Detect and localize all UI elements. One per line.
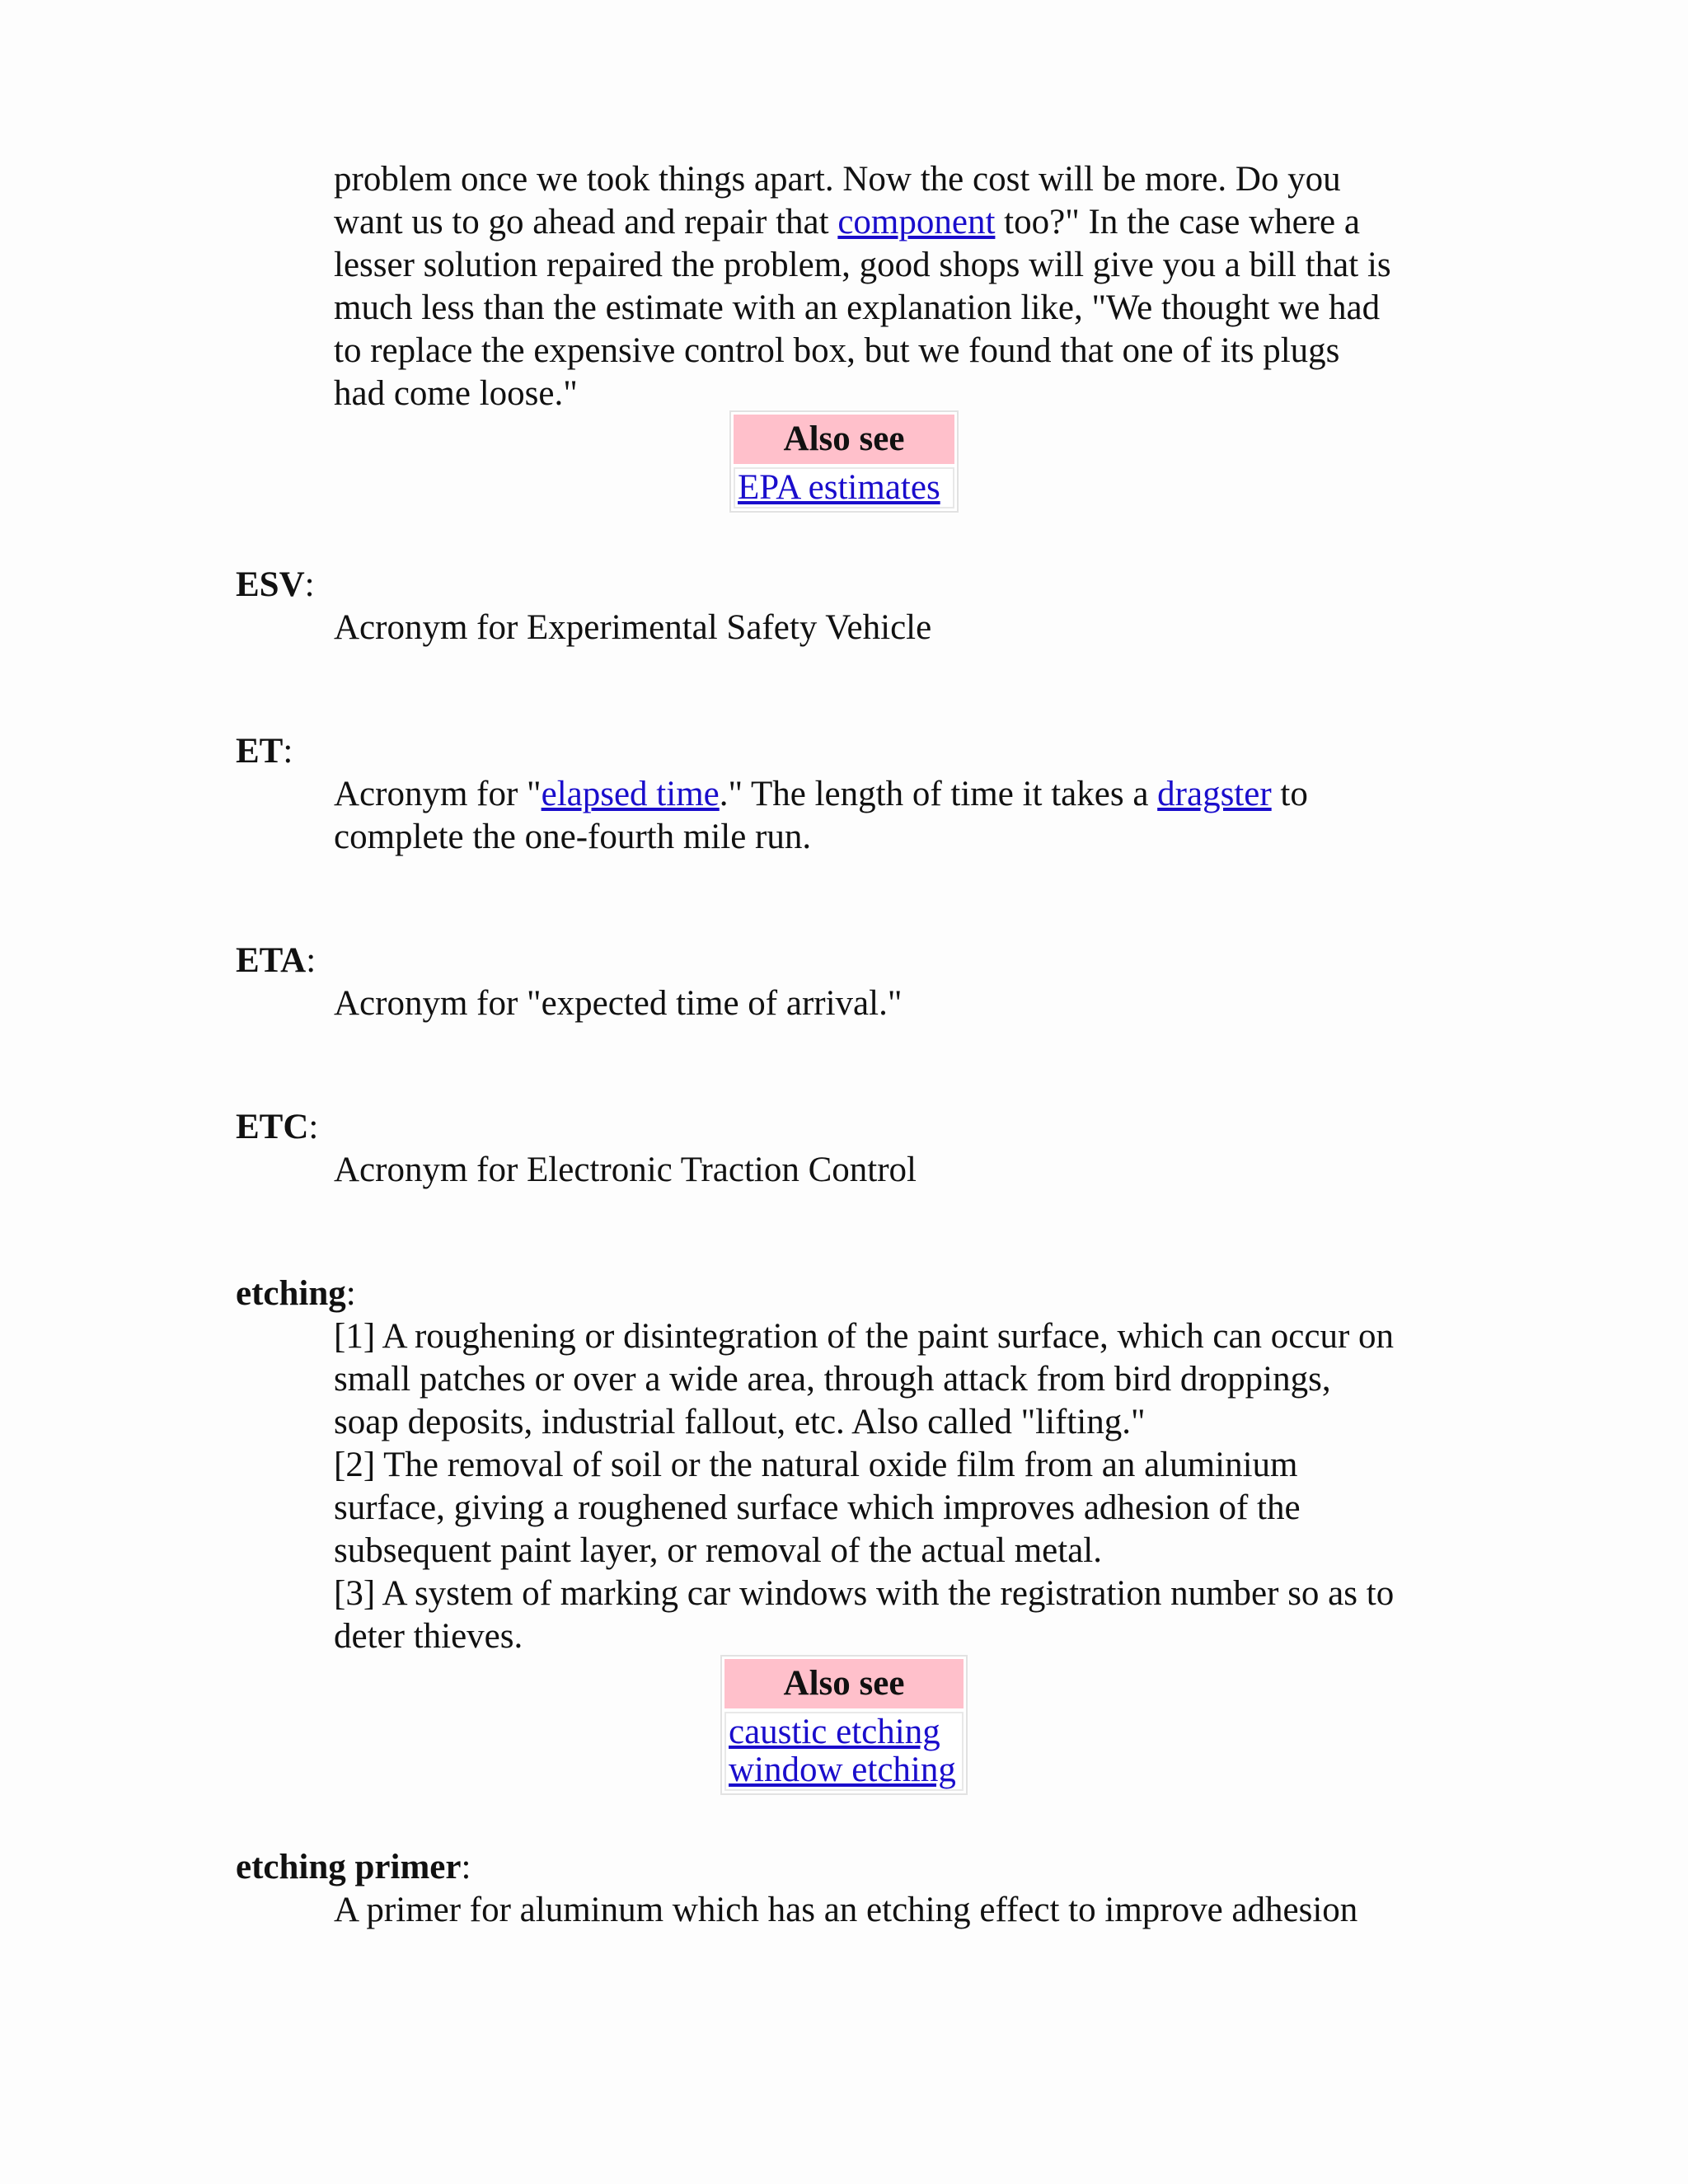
elapsed-time-link[interactable]: elapsed time [541,775,720,813]
definition-line: deter thieves. [334,1617,523,1656]
term-label: ET [236,732,284,771]
term-et: ET: [236,732,293,771]
definition-line: subsequent paint layer, or removal of the actual metal. [334,1531,1102,1570]
definition-esv: Acronym for Experimental Safety Vehicle [334,608,932,647]
term-label: ETC [236,1108,309,1146]
window-etching-link[interactable]: window etching [729,1750,956,1789]
definition-text: ." The length of time it takes a [719,775,1158,813]
term-label: etching [236,1274,346,1313]
definition-line: [3] A system of marking car windows with the registration number so as to [334,1574,1395,1613]
intro-line: problem once we took things apart. Now the cost will be more. Do you [334,160,1341,199]
dragster-link[interactable]: dragster [1157,775,1272,813]
definition-line: [2] The removal of soil or the natural oxide film from an aluminium [334,1446,1298,1484]
term-etc: ETC: [236,1108,319,1146]
epa-estimates-link[interactable]: EPA estimates [738,468,940,507]
definition-line [334,773,1471,816]
definition-text: Acronym for " [334,775,542,813]
intro-text: want us to go ahead and repair that [334,203,838,241]
intro-line [334,201,1471,244]
definition-line: small patches or over a wide area, through attack from bird droppings, [334,1360,1331,1399]
term-label: ESV [236,565,305,604]
also-see-box [729,410,959,513]
intro-line: lesser solution repaired the problem, good shops will give you a bill that is [334,246,1391,284]
also-see-heading: Also see [734,415,954,464]
definition-etching [334,1315,1471,1658]
term-label: ETA [236,941,307,980]
definition-etc: Acronym for Electronic Traction Control [334,1151,917,1189]
definition-etching-primer: A primer for aluminum which has an etching effect to improve adhesion [334,1891,1358,1929]
term-etching-primer: etching primer: [236,1848,471,1886]
also-see-heading: Also see [724,1659,964,1708]
intro-paragraph [334,158,1471,415]
also-see-box [720,1655,968,1795]
component-link[interactable]: component [837,203,996,241]
term-label: etching primer [236,1848,462,1886]
term-esv: ESV: [236,565,315,604]
definition-line: complete the one-fourth mile run. [334,818,812,856]
caustic-etching-link[interactable]: caustic etching [729,1713,940,1751]
intro-line: had come loose." [334,374,578,413]
definition-et [334,773,1471,859]
definition-line: soap deposits, industrial fallout, etc. Also called "lifting." [334,1403,1146,1441]
intro-line: to replace the expensive control box, but we found that one of its plugs [334,331,1340,370]
intro-text: too?" In the case where a [995,203,1360,241]
term-eta: ETA: [236,941,316,980]
definition-line: surface, giving a roughened surface which improves adhesion of the [334,1488,1301,1527]
definition-eta: Acronym for "expected time of arrival." [334,984,903,1023]
term-etching: etching: [236,1274,356,1313]
definition-text: to [1271,775,1308,813]
also-see-links [734,467,954,509]
intro-line: much less than the estimate with an explanation like, "We thought we had [334,288,1381,327]
also-see-links [724,1712,964,1791]
definition-line: [1] A roughening or disintegration of the paint surface, which can occur on [334,1317,1395,1356]
